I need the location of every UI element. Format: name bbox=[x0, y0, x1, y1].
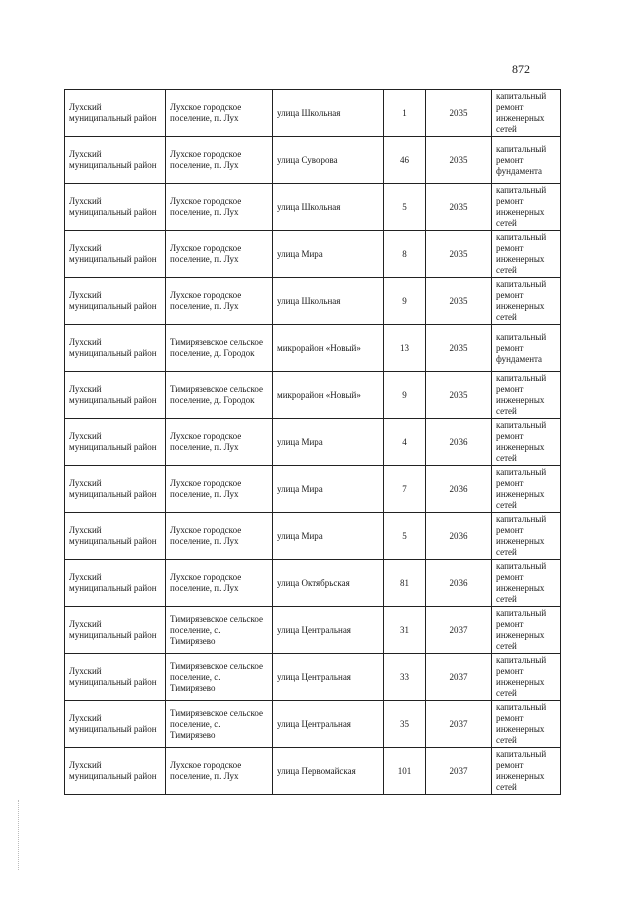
repair-year-cell: 2037 bbox=[426, 748, 492, 795]
table-row bbox=[65, 137, 561, 184]
district-cell: Лухский муниципальный район bbox=[65, 419, 166, 466]
house-number-cell: 7 bbox=[384, 466, 426, 513]
repair-year-cell: 2035 bbox=[426, 90, 492, 137]
district-cell: Лухский муниципальный район bbox=[65, 137, 166, 184]
work-type-cell: капитальный ремонт инженерных сетей bbox=[492, 513, 561, 560]
street-cell: улица Школьная bbox=[273, 90, 384, 137]
district-cell: Лухский муниципальный район bbox=[65, 184, 166, 231]
table-row bbox=[65, 90, 561, 137]
work-type-cell: капитальный ремонт инженерных сетей bbox=[492, 184, 561, 231]
work-type-cell: капитальный ремонт инженерных сетей bbox=[492, 560, 561, 607]
street-cell: улица Мира bbox=[273, 231, 384, 278]
street-cell: улица Октябрьская bbox=[273, 560, 384, 607]
house-number-cell: 4 bbox=[384, 419, 426, 466]
repair-year-cell: 2035 bbox=[426, 231, 492, 278]
district-cell: Лухский муниципальный район bbox=[65, 560, 166, 607]
repair-year-cell: 2035 bbox=[426, 184, 492, 231]
street-cell: улица Центральная bbox=[273, 654, 384, 701]
district-cell: Лухский муниципальный район bbox=[65, 90, 166, 137]
district-cell: Лухский муниципальный район bbox=[65, 372, 166, 419]
house-number-cell: 31 bbox=[384, 607, 426, 654]
settlement-cell: Лухское городское поселение, п. Лух bbox=[166, 184, 273, 231]
house-number-cell: 101 bbox=[384, 748, 426, 795]
street-cell: улица Первомайская bbox=[273, 748, 384, 795]
street-cell: улица Мира bbox=[273, 513, 384, 560]
table-row bbox=[65, 278, 561, 325]
work-type-cell: капитальный ремонт инженерных сетей bbox=[492, 466, 561, 513]
district-cell: Лухский муниципальный район bbox=[65, 748, 166, 795]
district-cell: Лухский муниципальный район bbox=[65, 231, 166, 278]
scan-margin-mark bbox=[18, 800, 20, 870]
work-type-cell: капитальный ремонт фундамента bbox=[492, 325, 561, 372]
work-type-cell: капитальный ремонт инженерных сетей bbox=[492, 372, 561, 419]
street-cell: улица Суворова bbox=[273, 137, 384, 184]
settlement-cell: Тимирязевское сельское поселение, с. Тимирязево bbox=[166, 607, 273, 654]
settlement-cell: Лухское городское поселение, п. Лух bbox=[166, 137, 273, 184]
settlement-cell: Лухское городское поселение, п. Лух bbox=[166, 513, 273, 560]
work-type-cell: капитальный ремонт фундамента bbox=[492, 137, 561, 184]
repair-year-cell: 2035 bbox=[426, 137, 492, 184]
table-row bbox=[65, 184, 561, 231]
table-row bbox=[65, 654, 561, 701]
settlement-cell: Лухское городское поселение, п. Лух bbox=[166, 748, 273, 795]
house-number-cell: 13 bbox=[384, 325, 426, 372]
house-number-cell: 33 bbox=[384, 654, 426, 701]
repair-year-cell: 2035 bbox=[426, 325, 492, 372]
house-number-cell: 46 bbox=[384, 137, 426, 184]
work-type-cell: капитальный ремонт инженерных сетей bbox=[492, 419, 561, 466]
street-cell: улица Мира bbox=[273, 466, 384, 513]
district-cell: Лухский муниципальный район bbox=[65, 325, 166, 372]
repair-year-cell: 2036 bbox=[426, 419, 492, 466]
work-type-cell: капитальный ремонт инженерных сетей bbox=[492, 231, 561, 278]
work-type-cell: капитальный ремонт инженерных сетей bbox=[492, 278, 561, 325]
district-cell: Лухский муниципальный район bbox=[65, 466, 166, 513]
table-row bbox=[65, 372, 561, 419]
work-type-cell: капитальный ремонт инженерных сетей bbox=[492, 90, 561, 137]
repair-year-cell: 2036 bbox=[426, 513, 492, 560]
repair-year-cell: 2037 bbox=[426, 701, 492, 748]
district-cell: Лухский муниципальный район bbox=[65, 513, 166, 560]
settlement-cell: Тимирязевское сельское поселение, д. Городок bbox=[166, 325, 273, 372]
settlement-cell: Лухское городское поселение, п. Лух bbox=[166, 90, 273, 137]
work-type-cell: капитальный ремонт инженерных сетей bbox=[492, 748, 561, 795]
settlement-cell: Лухское городское поселение, п. Лух bbox=[166, 466, 273, 513]
table-row bbox=[65, 748, 561, 795]
house-number-cell: 35 bbox=[384, 701, 426, 748]
work-type-cell: капитальный ремонт инженерных сетей bbox=[492, 701, 561, 748]
work-type-cell: капитальный ремонт инженерных сетей bbox=[492, 654, 561, 701]
house-number-cell: 5 bbox=[384, 184, 426, 231]
table-row bbox=[65, 231, 561, 278]
street-cell: улица Центральная bbox=[273, 701, 384, 748]
settlement-cell: Тимирязевское сельское поселение, с. Тимирязево bbox=[166, 654, 273, 701]
table-body bbox=[65, 90, 561, 795]
repair-year-cell: 2035 bbox=[426, 372, 492, 419]
house-number-cell: 1 bbox=[384, 90, 426, 137]
house-number-cell: 9 bbox=[384, 278, 426, 325]
settlement-cell: Лухское городское поселение, п. Лух bbox=[166, 419, 273, 466]
repair-year-cell: 2037 bbox=[426, 654, 492, 701]
settlement-cell: Тимирязевское сельское поселение, д. Городок bbox=[166, 372, 273, 419]
house-number-cell: 5 bbox=[384, 513, 426, 560]
housing-repair-table bbox=[64, 89, 561, 795]
page-number: 872 bbox=[512, 62, 530, 76]
street-cell: микрорайон «Новый» bbox=[273, 325, 384, 372]
district-cell: Лухский муниципальный район bbox=[65, 654, 166, 701]
work-type-cell: капитальный ремонт инженерных сетей bbox=[492, 607, 561, 654]
settlement-cell: Тимирязевское сельское поселение, с. Тимирязево bbox=[166, 701, 273, 748]
settlement-cell: Лухское городское поселение, п. Лух bbox=[166, 231, 273, 278]
district-cell: Лухский муниципальный район bbox=[65, 607, 166, 654]
street-cell: микрорайон «Новый» bbox=[273, 372, 384, 419]
district-cell: Лухский муниципальный район bbox=[65, 278, 166, 325]
table-row bbox=[65, 466, 561, 513]
street-cell: улица Центральная bbox=[273, 607, 384, 654]
settlement-cell: Лухское городское поселение, п. Лух bbox=[166, 278, 273, 325]
repair-year-cell: 2035 bbox=[426, 278, 492, 325]
repair-year-cell: 2036 bbox=[426, 560, 492, 607]
table-row bbox=[65, 560, 561, 607]
street-cell: улица Школьная bbox=[273, 278, 384, 325]
table-row bbox=[65, 325, 561, 372]
house-number-cell: 8 bbox=[384, 231, 426, 278]
table-row bbox=[65, 701, 561, 748]
house-number-cell: 9 bbox=[384, 372, 426, 419]
house-number-cell: 81 bbox=[384, 560, 426, 607]
street-cell: улица Мира bbox=[273, 419, 384, 466]
table-row bbox=[65, 419, 561, 466]
repair-year-cell: 2036 bbox=[426, 466, 492, 513]
street-cell: улица Школьная bbox=[273, 184, 384, 231]
repair-year-cell: 2037 bbox=[426, 607, 492, 654]
table-row bbox=[65, 607, 561, 654]
table-row bbox=[65, 513, 561, 560]
district-cell: Лухский муниципальный район bbox=[65, 701, 166, 748]
settlement-cell: Лухское городское поселение, п. Лух bbox=[166, 560, 273, 607]
